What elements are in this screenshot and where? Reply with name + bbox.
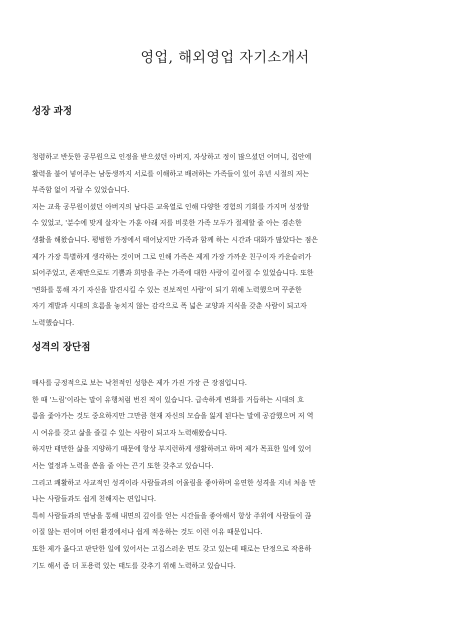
paragraph-line: 하지만 태만한 삶을 지양하기 때문에 항상 부지런하게 생활하려고 하며 제가 목표한 일에 있어 (32, 445, 312, 454)
paragraph-line: 그리고 쾌활하고 사교적인 성격이라 사람들과의 어울림을 좋아하며 유연한 성격을 지녀 처음 만 (32, 478, 316, 487)
paragraph-line: 활력을 불어 넣어주는 남동생까지 서로를 이해하고 배려하는 가족들이 있어 유년 시절의 저는 (32, 169, 310, 178)
document-title: 영업, 해외영업 자기소개서 (140, 50, 310, 66)
paragraph-line: 청렴하고 반듯한 공무원으로 인정을 받으셨던 아버지, 자상하고 정이 많으셨던 어머니, 집안에 (32, 153, 312, 161)
section-body-growth (32, 149, 424, 332)
paragraph-line: 수 있었고, '분수에 맞게 살자'는 가훈 아래 저를 비롯한 가족 모두가 절제할 줄 아는 겸손한 (32, 219, 302, 228)
paragraph-line: 생활을 해왔습니다. 평범한 가정에서 태어났지만 가족과 함께 하는 시간과 대화가 많았다는 점은 (32, 235, 318, 244)
paragraph-line: 나는 사람들과도 쉽게 친해지는 편입니다. (32, 495, 157, 504)
paragraph-line: 되어주었고, 존재만으로도 기쁨과 희망을 주는 가족에 대한 사랑이 깊어질 수 있었습니다. 또한 (32, 269, 314, 278)
paragraph-line: 또한 제가 옳다고 판단한 일에 있어서는 고집스러운 면도 갖고 있는데 때로는 단정으로 작용하 (32, 544, 312, 553)
section-body-personality (32, 375, 424, 574)
paragraph-line: 름을 좇아가는 것도 중요하지만 그만큼 현재 자신의 모습을 잃게 된다는 말에 공감했으며 저 역 (32, 412, 314, 421)
paragraph-line: '변화를 통해 자기 자신을 발견시킬 수 있는 진보적인 사람'이 되기 위해 노력했으며 꾸준한 (32, 285, 302, 294)
paragraph-line: 자기 계발과 시대의 흐름을 놓치지 않는 감각으로 폭 넓은 교양과 지식을 갖춘 사람이 되고자 (32, 302, 307, 311)
paragraph-line: 시 여유를 갖고 삶을 즐길 수 있는 사람이 되고자 노력해왔습니다. (32, 428, 227, 437)
paragraph-line: 부족함 없이 자랄 수 있었습니다. (32, 186, 130, 195)
paragraph-line: 기도 해서 좀 더 포용력 있는 태도를 갖추기 위해 노력하고 있습니다. (32, 561, 236, 570)
paragraph-line: 매사를 긍정적으로 보는 낙천적인 성향은 제가 가진 가장 큰 장점입니다. (32, 379, 247, 387)
paragraph-line: 노력했습니다. (32, 318, 75, 327)
paragraph-line: 저는 교육 공무원이셨던 아버지의 남다른 교육열로 인해 다양한 경험의 기회를 가지며 성장할 (32, 202, 310, 211)
paragraph-line: 서는 열정과 노력을 쏟을 줄 아는 끈기 또한 갖추고 있습니다. (32, 461, 214, 470)
paragraph-line: 특히 사람들과의 만남을 통해 내면의 깊이를 얻는 시간들을 좋아해서 항상 주위에 사람들이 끊 (32, 511, 312, 520)
section-heading-growth: 성장 과정 (32, 106, 73, 117)
paragraph-line: 이질 않는 편이며 어떤 환경에서나 쉽게 적응하는 것도 이런 이유 때문입니다. (32, 528, 263, 537)
section-heading-personality: 성격의 장단점 (32, 342, 91, 353)
paragraph-line: 한 때 '느림'이라는 말이 유행처럼 번진 적이 있습니다. 급속하게 변화를 거듭하는 시대의 흐 (32, 395, 304, 404)
paragraph-line: 제가 가장 특별하게 생각하는 것이며 그로 인해 가족은 제게 가장 가까운 친구이자 카운슬러가 (32, 252, 312, 261)
